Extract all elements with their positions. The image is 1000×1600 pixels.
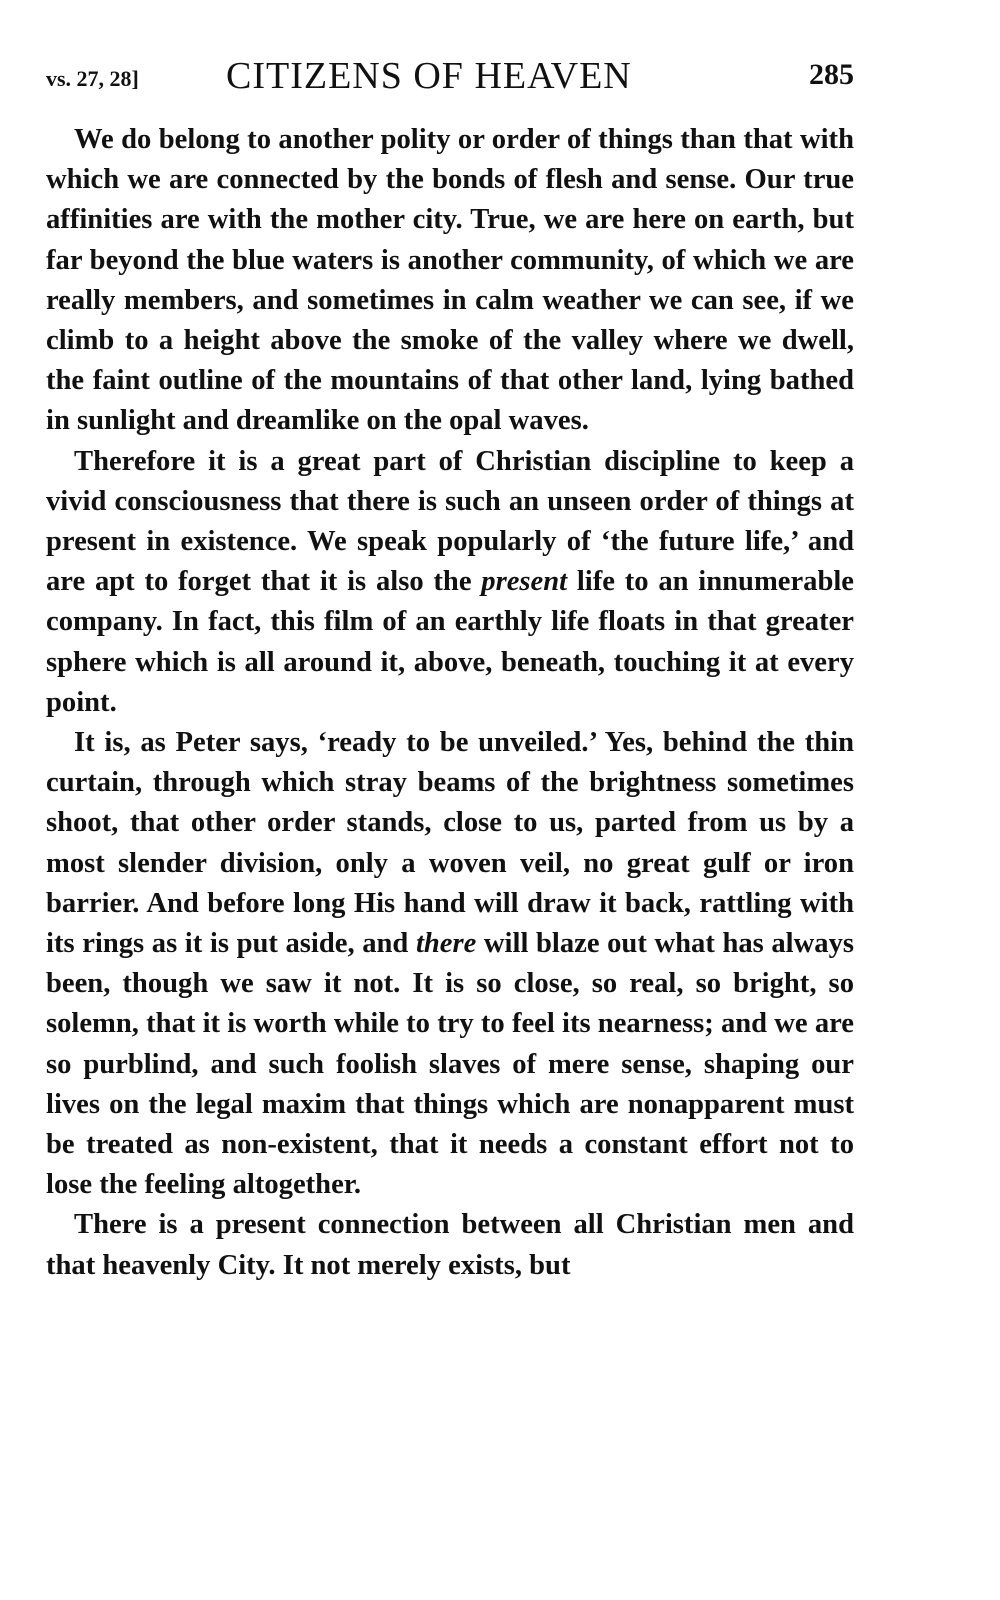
paragraph-2-text-a: Therefore it is a great part of Christian discipline to keep a vivid consciousness that there is such an unseen order of things at present in existence. We speak popularly of ‘the future life,’ and are apt to forget that it is also the xyxy=(46,445,854,598)
paragraph-3-text-b: will blaze out what has always been, though we saw it not. It is so close, so real, so bright, so solemn, that it is worth while to try to feel its nearness; and we are so purblind, and such foolish slaves of mere sense, shaping our lives on the legal maxim that things which are nonapparent must be treated as non-existent, that it needs a constant effort not to lose the feeling altogether. xyxy=(46,928,854,1201)
paragraph-2-italic: present xyxy=(481,566,568,598)
book-page xyxy=(46,52,854,1286)
paragraph-3 xyxy=(46,723,854,1205)
paragraph-2 xyxy=(46,442,854,723)
body-text xyxy=(46,120,854,1286)
running-header xyxy=(46,52,854,112)
paragraph-4: There is a present connection between all Christian men and that heavenly City. It not merely exists, but xyxy=(46,1209,854,1281)
paragraph-1: We do belong to another polity or order of things than that with which we are connected by the bonds of flesh and sense. Our true affinities are with the mother city. True, we are here on earth, but far beyond the blue waters is another community, of which we are really members, and sometimes in calm weather we can see, if we climb to a height above the smoke of the valley where we dwell, the faint outline of the mountains of that other land, lying bathed in sunlight and dreamlike on the opal waves. xyxy=(46,124,854,437)
verse-reference: vs. 27, 28] xyxy=(46,66,139,91)
chapter-title: CITIZENS OF HEAVEN xyxy=(226,55,632,97)
paragraph-3-text-a: It is, as Peter says, ‘ready to be unveiled.’ Yes, behind the thin curtain, through which stray beams of the brightness sometimes shoot, that other order stands, close to us, parted from us by a most slender division, only a woven veil, no great gulf or iron barrier. And before long His hand will draw it back, rattling with its rings as it is put aside, and xyxy=(46,727,854,960)
page-number: 285 xyxy=(809,58,854,91)
paragraph-3-italic: there xyxy=(415,928,477,960)
paragraph-2-text-b: life to an innumerable company. In fact, this film of an earthly life floats in that greater sphere which is all around it, above, beneath, touching it at every point. xyxy=(46,566,854,718)
